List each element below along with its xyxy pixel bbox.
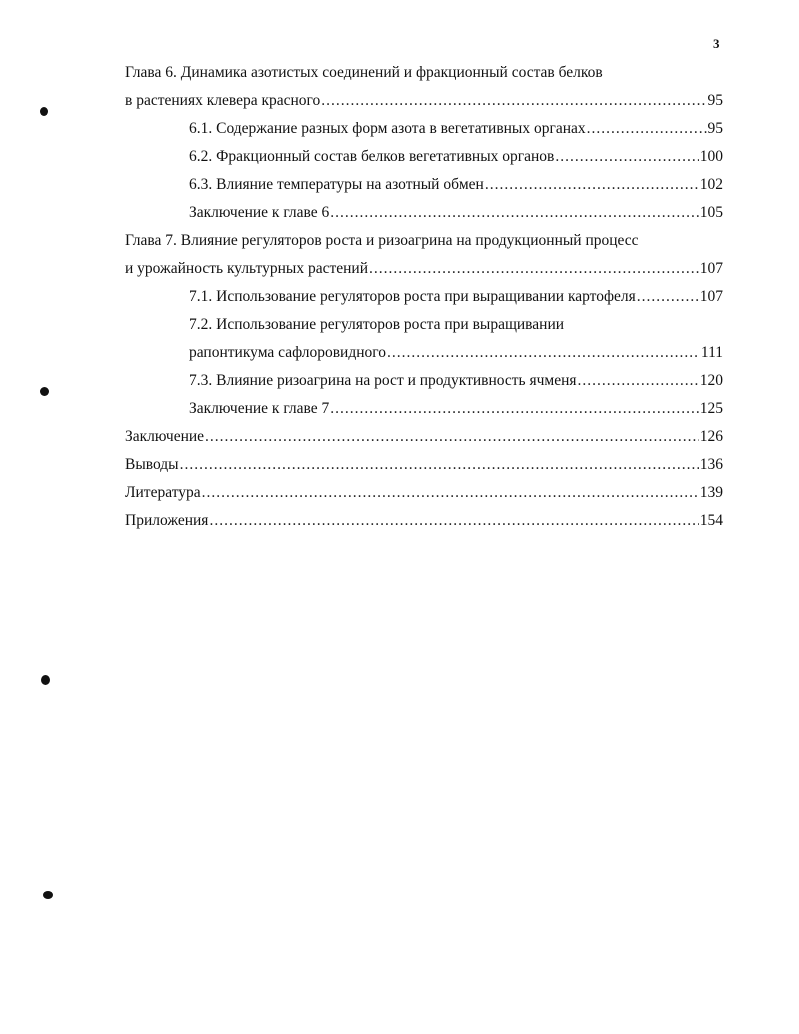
toc-entry-page: 154 xyxy=(699,512,723,529)
toc-entry-page: 111 xyxy=(700,344,723,361)
leader-dots xyxy=(330,202,699,224)
toc-entry-page: 139 xyxy=(699,484,723,501)
toc-entry-title: 7.1. Использование регуляторов роста при выращивании картофеля xyxy=(189,288,636,305)
toc-chapter-heading xyxy=(125,62,695,84)
toc-entry-title: Заключение к главе 7 xyxy=(189,400,330,417)
leader-dots xyxy=(180,454,699,476)
toc-chapter-heading xyxy=(125,230,695,252)
toc-entry-title: и урожайность культурных растений xyxy=(125,260,368,277)
toc-entry-title: Заключение к главе 6 xyxy=(189,204,330,221)
toc-entry-page: 95 xyxy=(707,92,723,109)
toc-entry-title: Глава 6. Динамика азотистых соединений и фракционный состав белков xyxy=(125,64,603,81)
toc-entry xyxy=(125,426,723,448)
toc-entry-page: 107 xyxy=(699,288,723,305)
toc-entry-page: 95 xyxy=(707,120,723,137)
leader-dots xyxy=(637,286,699,308)
binding-hole-mark xyxy=(40,387,49,396)
binding-hole-mark xyxy=(43,891,53,899)
toc-entry-title: Глава 7. Влияние регуляторов роста и ризоагрина на продукционный процесс xyxy=(125,232,639,249)
toc-entry-title: в растениях клевера красного xyxy=(125,92,321,109)
toc-entry-title: 7.3. Влияние ризоагрина на рост и продуктивность ячменя xyxy=(189,372,577,389)
toc-entry xyxy=(125,258,723,280)
leader-dots xyxy=(369,258,699,280)
toc-entry xyxy=(189,342,723,364)
toc-entry xyxy=(189,370,723,392)
toc-entry-title: 6.2. Фракционный состав белков вегетативных органов xyxy=(189,148,555,165)
toc-entry xyxy=(189,174,723,196)
leader-dots xyxy=(485,174,699,196)
toc-entry xyxy=(125,482,723,504)
binding-hole-mark xyxy=(41,675,50,685)
binding-hole-mark xyxy=(40,107,48,116)
leader-dots xyxy=(202,482,699,504)
toc-entry-page: 126 xyxy=(699,428,723,445)
leader-dots xyxy=(578,370,699,392)
leader-dots xyxy=(321,90,706,112)
leader-dots xyxy=(387,342,700,364)
toc-entry-continued xyxy=(189,314,689,336)
toc-entry-page: 100 xyxy=(699,148,723,165)
toc-entry xyxy=(125,454,723,476)
toc-entry-page: 107 xyxy=(699,260,723,277)
leader-dots xyxy=(209,510,698,532)
toc-entry-page: 105 xyxy=(699,204,723,221)
leader-dots xyxy=(205,426,699,448)
toc-entry-title: Приложения xyxy=(125,512,209,529)
toc-entry-title: рапонтикума сафлоровидного xyxy=(189,344,387,361)
toc-entry-title: Литература xyxy=(125,484,201,501)
page-number: 3 xyxy=(713,36,720,51)
toc-entry xyxy=(189,146,723,168)
toc-entry xyxy=(189,286,723,308)
toc-entry xyxy=(125,510,723,532)
toc-entry-page: 136 xyxy=(699,456,723,473)
toc-entry-title: 6.1. Содержание разных форм азота в вегетативных органах xyxy=(189,120,586,137)
toc-entry-page: 120 xyxy=(699,372,723,389)
toc-entry-page: 125 xyxy=(699,400,723,417)
leader-dots xyxy=(330,398,699,420)
toc-entry xyxy=(125,90,723,112)
leader-dots xyxy=(587,118,707,140)
toc-entry-title: 7.2. Использование регуляторов роста при выращивании xyxy=(189,316,565,333)
toc-entry-page: 102 xyxy=(699,176,723,193)
toc-entry-title: 6.3. Влияние температуры на азотный обмен xyxy=(189,176,484,193)
toc-entry xyxy=(189,202,723,224)
toc-entry-title: Выводы xyxy=(125,456,179,473)
toc-entry-title: Заключение xyxy=(125,428,205,445)
toc-entry xyxy=(189,118,723,140)
toc-entry xyxy=(189,398,723,420)
leader-dots xyxy=(555,146,698,168)
